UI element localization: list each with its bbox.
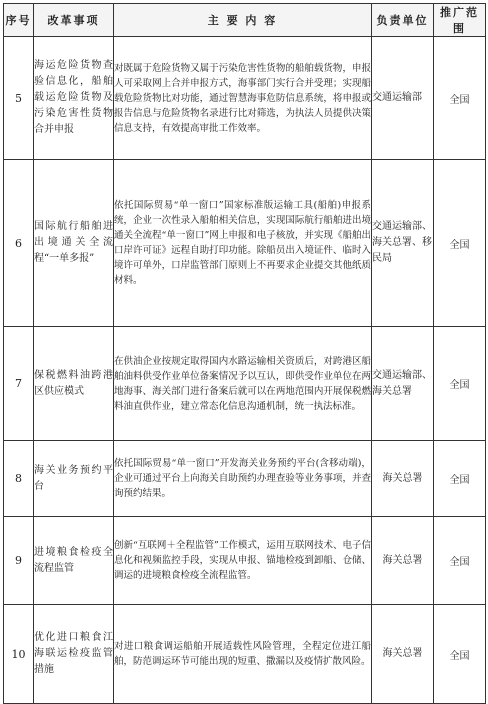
responsible-unit: 海关总署 <box>372 441 434 517</box>
row-number: 7 <box>4 327 34 441</box>
reform-content: 对进口粮食调运船舶开展适载性风险管理，全程定位进江船舶，防范调运环节可能出现的短重、撒漏以及疫情扩散风险。 <box>114 605 372 704</box>
reform-item: 保税燃料油跨港区供应模式 <box>34 327 114 441</box>
reform-content: 依托国际贸易“单一窗口”开发海关业务预约平台(含移动端)，企业可通过平台上向海关自助预约办理查验等业务事项，并查询预约结果。 <box>114 441 372 517</box>
table-row <box>4 160 486 327</box>
reform-item: 国际航行船舶进出境通关全流程“一单多报” <box>34 160 114 327</box>
reform-content: 在供油企业按规定取得国内水路运输相关资质后，对跨港区船舶油料供受作业单位备案情况予以互认，即供受作业单位在两地海事、海关部门进行备案后就可以在两地范围内开展保税燃料油直供作业，建立常态化信息沟通机制，统一执法标准。 <box>114 327 372 441</box>
header-no: 序号 <box>4 4 34 37</box>
promotion-scope: 全国 <box>434 605 486 704</box>
responsible-unit: 交通运输部、海关总署 <box>372 327 434 441</box>
promotion-scope: 全国 <box>434 37 486 160</box>
row-number: 9 <box>4 517 34 605</box>
reform-item: 海运危险货物查验信息化，船舶载运危险货物及污染危害性货物合并申报 <box>34 37 114 160</box>
table-row <box>4 37 486 160</box>
row-number: 8 <box>4 441 34 517</box>
header-scope: 推广范围 <box>434 4 486 37</box>
promotion-scope: 全国 <box>434 160 486 327</box>
header-content: 主 要 内 容 <box>114 4 372 37</box>
table-row <box>4 517 486 605</box>
responsible-unit: 海关总署 <box>372 517 434 605</box>
reform-table <box>3 3 486 704</box>
reform-item: 海关业务预约平台 <box>34 441 114 517</box>
header-item: 改革事项 <box>34 4 114 37</box>
responsible-unit: 交通运输部 <box>372 37 434 160</box>
promotion-scope: 全国 <box>434 327 486 441</box>
reform-content: 创新“互联网＋全程监管”工作模式，运用互联网技术、电子信息化和视频监控手段，实现从申报、锚地检疫到卸船、仓储、调运的进境粮食检疫全流程监管。 <box>114 517 372 605</box>
reform-content: 对既属于危险货物又属于污染危害性货物的船舶载货物，申报人可采取网上合并申报方式，海事部门实行合并受理；实现船载危险货物比对功能，通过智慧海事危防信息系统，将申报或报告信息与危险货物名录进行比对筛选，为执法人员提供决策信息支持，有效提高审批工作效率。 <box>114 37 372 160</box>
promotion-scope: 全国 <box>434 517 486 605</box>
responsible-unit: 海关总署 <box>372 605 434 704</box>
row-number: 10 <box>4 605 34 704</box>
table-row <box>4 327 486 441</box>
responsible-unit: 交通运输部、海关总署、移民局 <box>372 160 434 327</box>
header-row <box>4 4 486 37</box>
table-row <box>4 441 486 517</box>
promotion-scope: 全国 <box>434 441 486 517</box>
reform-item: 进境粮食检疫全流程监管 <box>34 517 114 605</box>
row-number: 6 <box>4 160 34 327</box>
reform-item: 优化进口粮食江海联运检疫监管措施 <box>34 605 114 704</box>
row-number: 5 <box>4 37 34 160</box>
reform-content: 依托国际贸易“单一窗口”国家标准版运输工具(船舶)申报系统，企业一次性录入船舶相关信息，实现国际航行船舶进出境通关全流程“单一窗口”网上申报和电子核放，并实现《船舶出口岸许可证》远程自助打印功能。除船员出入境证件、临时入境许可单外，口岸监管部门原则上不再要求企业提交其他纸质材料。 <box>114 160 372 327</box>
table-row <box>4 605 486 704</box>
header-unit: 负责单位 <box>372 4 434 37</box>
